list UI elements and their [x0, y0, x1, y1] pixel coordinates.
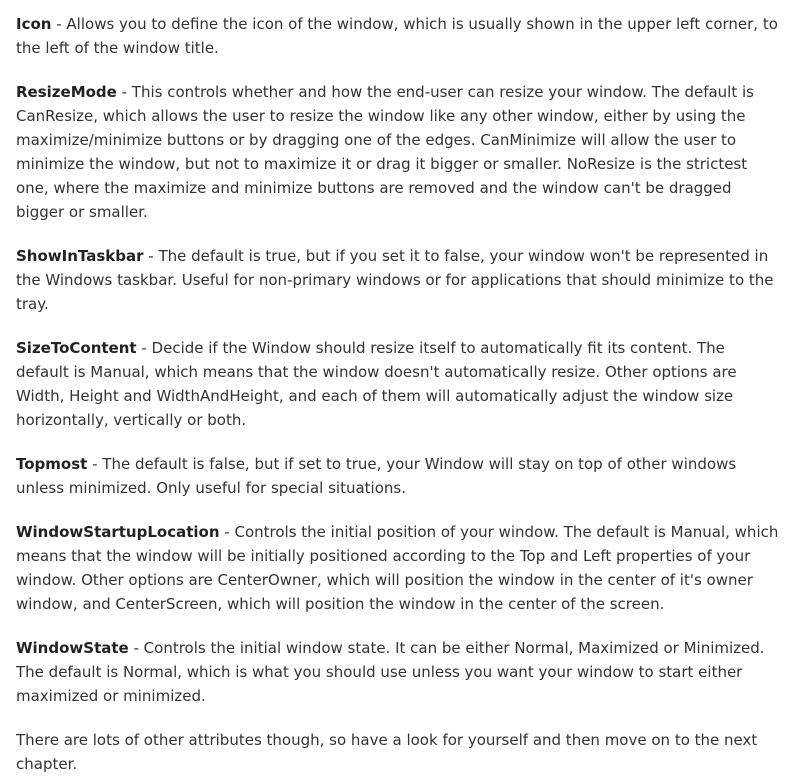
attribute-sizetocontent: [16, 336, 780, 432]
attribute-windowstate: [16, 636, 780, 708]
attribute-term: WindowState: [16, 639, 129, 657]
attribute-description: - The default is false, but if set to true, your Window will stay on top of other windows unless minimized. Only useful for special situations.: [16, 455, 737, 497]
attribute-description: - This controls whether and how the end-user can resize your window. The default is CanResize, which allows the user to resize the window like any other window, either by using the maximize/minimize buttons or by dragging one of the edges. CanMinimize will allow the user to minimize the window, but not to maximize it or drag it bigger or smaller. NoResize is the strictest one, where the maximize and minimize buttons are removed and the window can't be dragged bigger or smaller.: [16, 83, 754, 221]
attribute-description: - The default is true, but if you set it to false, your window won't be represented in the Windows taskbar. Useful for non-primary windows or for applications that should minimize to the tray.: [16, 247, 774, 313]
article-body: [16, 12, 780, 776]
attribute-windowstartuplocation: [16, 520, 780, 616]
closing-paragraph: There are lots of other attributes though, so have a look for yourself and then move on to the next chapter.: [16, 731, 758, 773]
attribute-icon: [16, 12, 780, 60]
attribute-term: ShowInTaskbar: [16, 247, 144, 265]
attribute-description: - Controls the initial position of your window. The default is Manual, which means that the window will be initially positioned according to the Top and Left properties of your window. Other options are CenterOwner, which will position the window in the center of it's owner window, and CenterScreen, which will position the window in the center of the screen.: [16, 523, 779, 613]
attribute-description: - Decide if the Window should resize itself to automatically fit its content. The default is Manual, which means that the window doesn't automatically resize. Other options are Width, Height and WidthAndHeight, and each of them will automatically adjust the window size horizontally, vertically or both.: [16, 339, 737, 429]
attribute-topmost: [16, 452, 780, 500]
attribute-term: WindowStartupLocation: [16, 523, 220, 541]
attribute-term: SizeToContent: [16, 339, 137, 357]
attribute-resizemode: [16, 80, 780, 224]
attribute-showintaskbar: [16, 244, 780, 316]
attribute-term: Topmost: [16, 455, 88, 473]
attribute-term: Icon: [16, 15, 52, 33]
attribute-description: - Allows you to define the icon of the window, which is usually shown in the upper left corner, to the left of the window title.: [16, 15, 778, 57]
attribute-description: - Controls the initial window state. It can be either Normal, Maximized or Minimized. The default is Normal, which is what you should use unless you want your window to start either maximized or minimized.: [16, 639, 765, 705]
attribute-term: ResizeMode: [16, 83, 117, 101]
